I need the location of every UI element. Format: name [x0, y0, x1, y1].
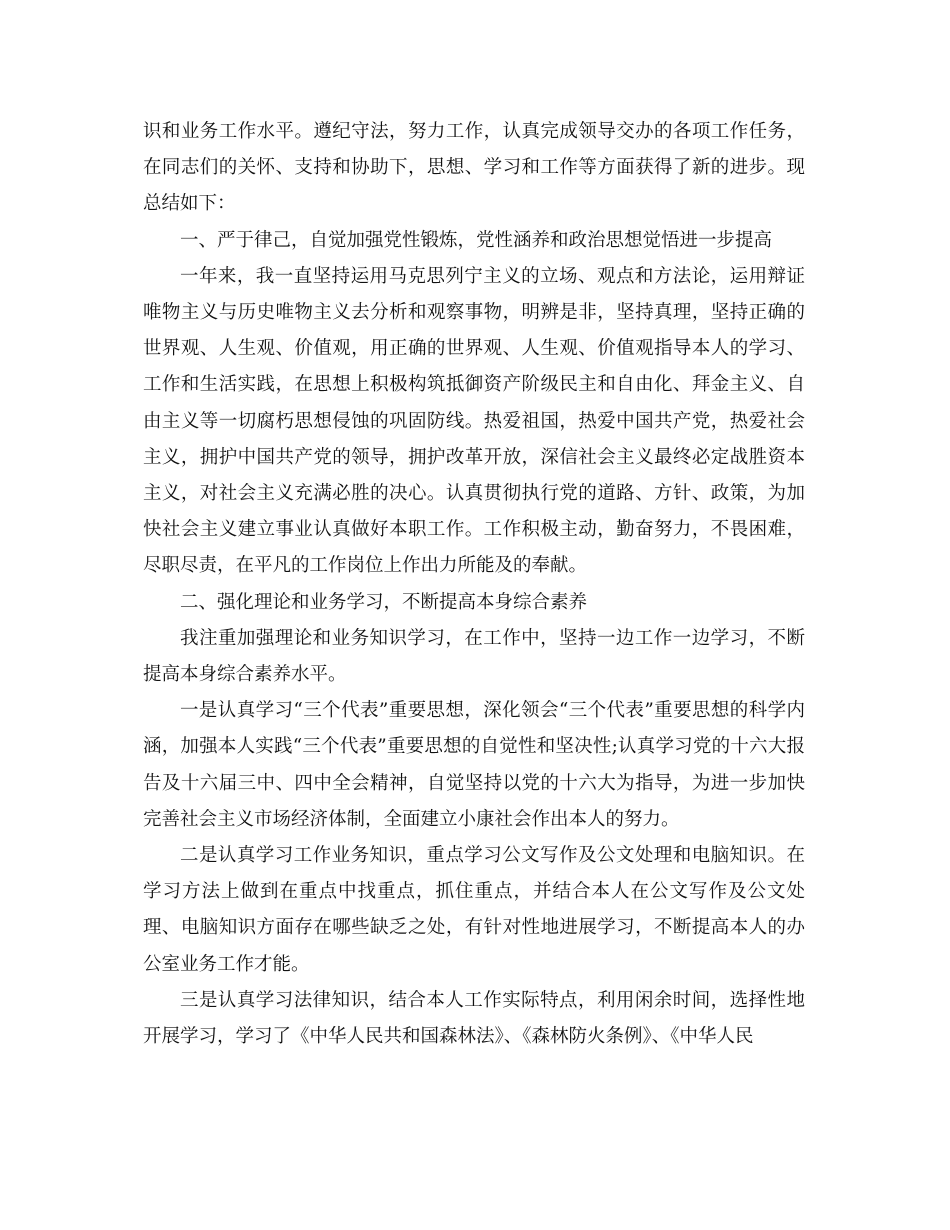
- paragraph-point-3: 三是认真学习法律知识，结合本人工作实际特点，利用闲余时间，选择性地开展学习，学习了《中华人民共和国森林法》、《森林防火条例》、《中华人民: [143, 989, 805, 1048]
- paragraph-intro-continuation: 识和业务工作水平。遵纪守法，努力工作，认真完成领导交办的各项工作任务，在同志们的关怀、支持和协助下，思想、学习和工作等方面获得了新的进步。现总结如下：: [143, 121, 805, 215]
- paragraph-point-2: 二是认真学习工作业务知识，重点学习公文写作及公文处理和电脑知识。在学习方法上做到在重点中找重点，抓住重点，并结合本人在公文写作及公文处理、电脑知识方面存在哪些缺乏之处，有针对性地进展学习，不断提高本人的办公室业务工作才能。: [143, 845, 805, 975]
- section-heading-1: 一、严于律己，自觉加强党性锻炼，党性涵养和政治思想觉悟进一步提高: [180, 229, 773, 251]
- section-heading-2: 二、强化理论和业务学习，不断提高本身综合素养: [180, 591, 588, 613]
- paragraph-point-1: 一是认真学习“三个代表”重要思想，深化领会“三个代表”重要思想的科学内涵，加强本人实践“三个代表”重要思想的自觉性和坚决性;认真学习党的十六大报告及十六届三中、四中全会精神，自觉坚持以党的十六大为指导，为进一步加快完善社会主义市场经济体制，全面建立小康社会作出本人的努力。: [143, 700, 805, 830]
- paragraph-section-1-body: 一年来，我一直坚持运用马克思列宁主义的立场、观点和方法论，运用辩证唯物主义与历史唯物主义去分析和观察事物，明辨是非，坚持真理，坚持正确的世界观、人生观、价值观，用正确的世界观、人生观、价值观指导本人的学习、工作和生活实践，在思想上积极构筑抵御资产阶级民主和自由化、拜金主义、自由主义等一切腐朽思想侵蚀的巩固防线。热爱祖国，热爱中国共产党，热爱社会主义，拥护中国共产党的领导，拥护改革开放，深信社会主义最终必定战胜资本主义，对社会主义充满必胜的决心。认真贯彻执行党的道路、方针、政策，为加快社会主义建立事业认真做好本职工作。工作积极主动，勤奋努力，不畏困难，尽职尽责，在平凡的工作岗位上作出力所能及的奉献。: [143, 265, 805, 577]
- paragraph-section-2-intro: 我注重加强理论和业务知识学习，在工作中，坚持一边工作一边学习，不断提高本身综合素养水平。: [143, 627, 805, 686]
- document-page: [143, 114, 805, 1055]
